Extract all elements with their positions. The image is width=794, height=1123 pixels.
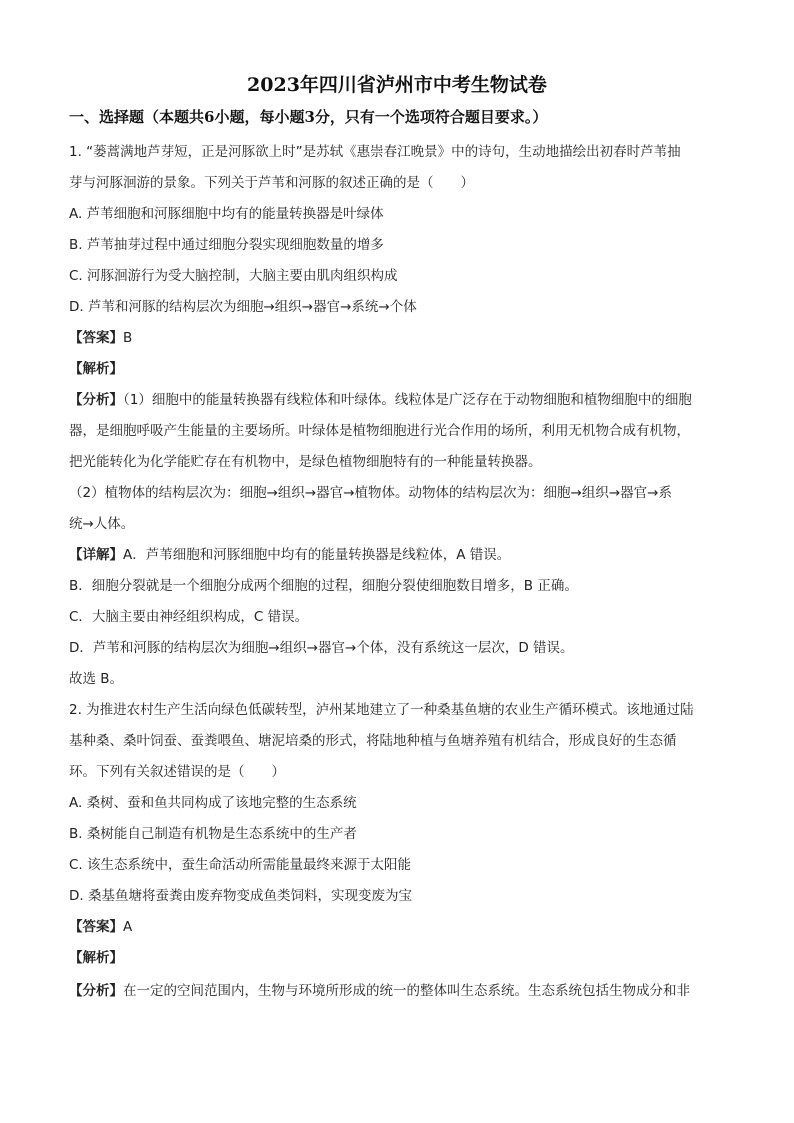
- q1-analysis-heading: 【解析】: [69, 361, 123, 377]
- section-heading: 一、选择题（本题共6小题，每小题3分，只有一个选项符合题目要求。）: [69, 108, 548, 126]
- q1-detail-line-2: B．细胞分裂就是一个细胞分成两个细胞的过程，细胞分裂使细胞数目增多，B 正确。: [69, 578, 578, 594]
- q1-analysis-line-5: 统→人体。: [69, 516, 135, 532]
- q1-detail-line-3: C．大脑主要由神经组织构成，C 错误。: [69, 609, 309, 625]
- q2-answer: [69, 918, 132, 936]
- q2-stem-line-3: 环。下列有关叙述错误的是（ ）: [69, 764, 285, 780]
- q2-option-b: B. 桑树能自己制造有机物是生态系统中的生产者: [69, 826, 357, 842]
- q1-stem-line-2: 芽与河豚洄游的景象。下列关于芦苇和河豚的叙述正确的是（ ）: [69, 175, 474, 191]
- q1-option-d: D. 芦苇和河豚的结构层次为细胞→组织→器官→系统→个体: [69, 299, 417, 315]
- q1-analysis-line-2: 器，是细胞呼吸产生能量的主要场所。叶绿体是植物细胞进行光合作用的场所，利用无机物合成有机物，: [69, 423, 690, 439]
- q1-option-c: C. 河豚洄游行为受大脑控制，大脑主要由肌肉组织构成: [69, 268, 398, 284]
- page-title: 2023年四川省泸州市中考生物试卷: [247, 74, 547, 96]
- q2-analysis-heading: 【解析】: [69, 950, 123, 966]
- q1-option-a: A. 芦苇细胞和河豚细胞中均有的能量转换器是叶绿体: [69, 206, 384, 222]
- q1-analysis-line-1: [69, 391, 692, 409]
- q1-analysis-tag: 【分析】: [69, 392, 123, 408]
- q2-analysis-line-1: [69, 982, 690, 1000]
- q2-stem-line-2: 基种桑、桑叶饲蚕、蚕粪喂鱼、塘泥培桑的形式，将陆地种植与鱼塘养殖有机结合，形成良好的生态循: [69, 733, 677, 749]
- q2-analysis-tag: 【分析】: [69, 983, 123, 999]
- q1-detail-line-4: D．芦苇和河豚的结构层次为细胞→组织→器官→个体，没有系统这一层次，D 错误。: [69, 640, 574, 656]
- q1-answer-label: 【答案】: [69, 330, 123, 346]
- q1-conclusion: 故选 B。: [69, 671, 124, 687]
- q1-detail-tag: 【详解】: [69, 547, 123, 563]
- q2-answer-label: 【答案】: [69, 919, 123, 935]
- q1-stem-line-1: 1. “蒌蒿满地芦芽短，正是河豚欲上时”是苏轼《惠崇春江晚景》中的诗句，生动地描绘出初春时芦苇抽: [69, 144, 681, 160]
- q1-detail-line-1: [69, 546, 510, 564]
- q1-analysis-text-1: （1）细胞中的能量转换器有线粒体和叶绿体。线粒体是广泛存在于动物细胞和植物细胞中的细胞: [123, 392, 692, 408]
- q2-option-c: C. 该生态系统中，蚕生命活动所需能量最终来源于太阳能: [69, 857, 412, 873]
- q1-detail-text-1: A．芦苇细胞和河豚细胞中均有的能量转换器是线粒体，A 错误。: [123, 547, 511, 563]
- q1-answer: [69, 329, 132, 347]
- q1-analysis-line-3: 把光能转化为化学能贮存在有机物中，是绿色植物细胞特有的一种能量转换器。: [69, 454, 542, 470]
- q2-stem-line-1: 2. 为推进农村生产生活向绿色低碳转型，泸州某地建立了一种桑基鱼塘的农业生产循环模式。该地通过陆: [69, 702, 694, 718]
- q2-option-a: A. 桑树、蚕和鱼共同构成了该地完整的生态系统: [69, 795, 357, 811]
- q1-answer-value: B: [123, 330, 133, 346]
- q2-option-d: D. 桑基鱼塘将蚕粪由废弃物变成鱼类饲料，实现变废为宝: [69, 888, 412, 904]
- q2-analysis-text-1: 在一定的空间范围内，生物与环境所形成的统一的整体叫生态系统。生态系统包括生物成分和非: [123, 983, 690, 999]
- q2-answer-value: A: [123, 919, 133, 935]
- q1-analysis-line-4: （2）植物体的结构层次为：细胞→组织→器官→植物体。动物体的结构层次为：细胞→组织→器官→系: [69, 485, 672, 501]
- q1-option-b: B. 芦苇抽芽过程中通过细胞分裂实现细胞数量的增多: [69, 237, 384, 253]
